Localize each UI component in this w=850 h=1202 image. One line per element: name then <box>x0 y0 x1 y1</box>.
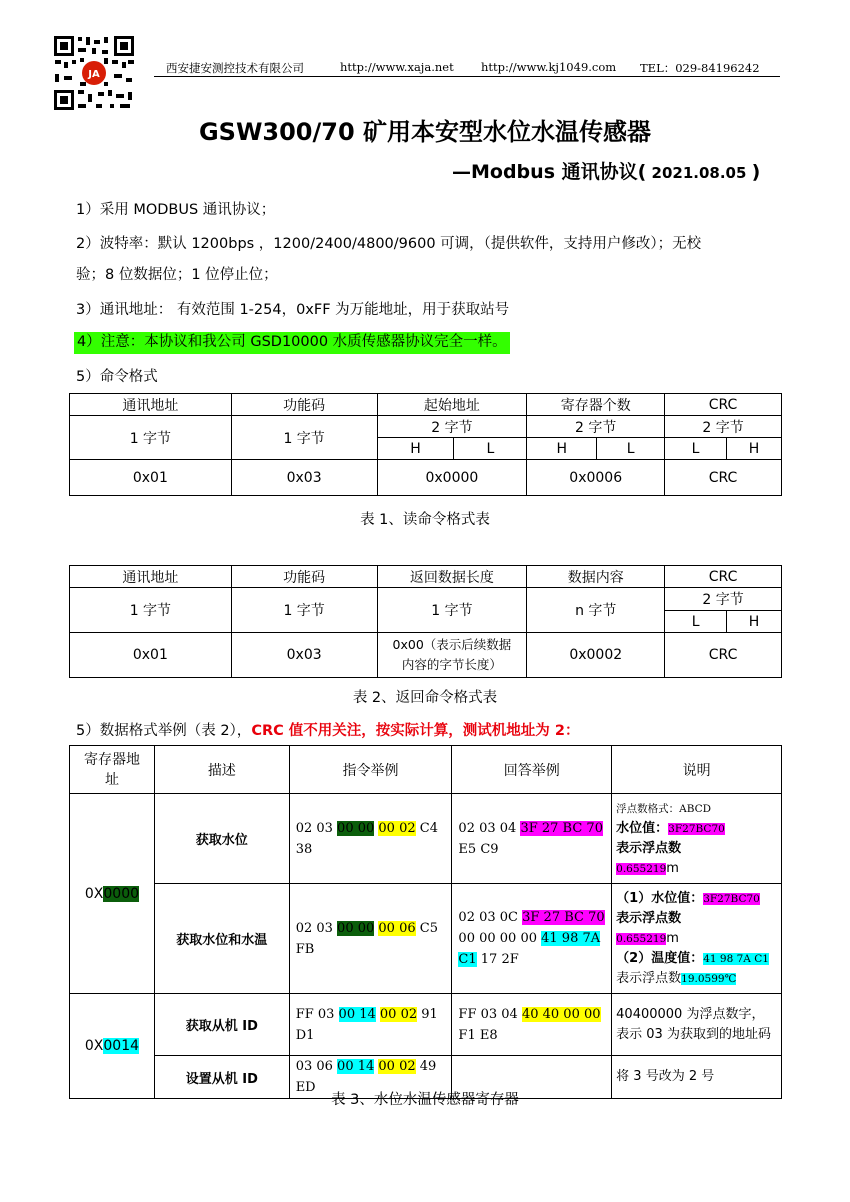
para-5: 5）命令格式 <box>76 369 158 385</box>
value-cell: 0x00（表示后续数据内容的字节长度） <box>377 633 527 678</box>
cmd-example: FF 03 00 14 00 02 91 D1 <box>289 994 452 1056</box>
header-cell: 功能码 <box>231 394 377 416</box>
note-cell: （1）水位值：3F27BC70 表示浮点数 0.655219m （2）温度值：41 98 7A C1 表示浮点数19.0599℃ <box>612 884 782 994</box>
header-cell: 数据内容 <box>527 566 665 588</box>
desc-get-slave-id: 获取从机 ID <box>154 994 289 1056</box>
desc-set-slave-id: 设置从机 ID <box>154 1056 289 1099</box>
lh-cell: H <box>727 611 782 633</box>
hl-cell: L <box>454 438 527 460</box>
value-cell: 0x03 <box>231 460 377 496</box>
hl-cell: H <box>527 438 597 460</box>
header-cell: 起始地址 <box>377 394 527 416</box>
table-2-caption: 表 2、返回命令格式表 <box>352 690 498 706</box>
resp-example: 02 03 04 3F 27 BC 70 E5 C9 <box>452 794 612 884</box>
table-read-command <box>69 393 782 496</box>
header-cell: 寄存器个数 <box>527 394 665 416</box>
value-cell: 0x0006 <box>527 460 665 496</box>
table-return-command <box>69 565 782 678</box>
desc-get-level-temp: 获取水位和水温 <box>154 884 289 994</box>
qr-code-logo <box>52 34 136 112</box>
note-cell: 将 3 号改为 2 号 <box>612 1056 782 1099</box>
header-cell: 通讯地址 <box>70 566 232 588</box>
para-1: 1）采用 MODBUS 通讯协议； <box>76 202 276 218</box>
note-cell: 浮点数格式：ABCD 水位值：3F27BC70 表示浮点数 0.655219m <box>612 794 782 884</box>
header-cell: 功能码 <box>231 566 377 588</box>
lh-cell: L <box>665 611 727 633</box>
register-address-0014: 0X0014 <box>70 994 155 1099</box>
value-cell: 0x01 <box>70 633 232 678</box>
para-3: 3）通讯地址： 有效范围 1-254，0xFF 为万能地址，用于获取站号 <box>76 302 510 318</box>
resp-example: FF 03 04 40 40 00 00 F1 E8 <box>452 994 612 1056</box>
cmd-example: 02 03 00 00 00 06 C5 FB <box>289 884 452 994</box>
value-cell: 0x03 <box>231 633 377 678</box>
resp-example: 02 03 0C 3F 27 BC 70 00 00 00 00 41 98 7A C1 17 2F <box>452 884 612 994</box>
header-url-1[interactable]: http://www.xaja.net <box>340 60 454 74</box>
header-cell: 说明 <box>612 746 782 794</box>
byte-cell: 2 字节 <box>665 416 782 438</box>
header-cell: 描述 <box>154 746 289 794</box>
byte-cell: 1 字节 <box>70 588 232 633</box>
value-cell: CRC <box>665 633 782 678</box>
table-3-caption: 表 3、水位水温传感器寄存器 <box>331 1092 519 1108</box>
table-row <box>70 994 782 1056</box>
header-cell: 回答举例 <box>452 746 612 794</box>
header-company: 西安捷安测控技术有限公司 <box>166 61 304 75</box>
table-row <box>70 884 782 994</box>
header-divider <box>154 76 780 77</box>
logo-text: JA <box>88 69 100 80</box>
table-registers <box>69 745 782 1099</box>
hl-cell: L <box>665 438 727 460</box>
byte-cell: 2 字节 <box>665 588 782 611</box>
page-title: GSW300/70 矿用本安型水位水温传感器 <box>198 118 652 146</box>
register-address-0000: 0X0000 <box>70 794 155 994</box>
byte-cell: 1 字节 <box>377 588 527 633</box>
para-2b: 验；8 位数据位；1 位停止位； <box>76 267 278 283</box>
byte-cell: 2 字节 <box>527 416 665 438</box>
header-url-2[interactable]: http://www.kj1049.com <box>481 60 617 74</box>
byte-cell: n 字节 <box>527 588 665 633</box>
header-cell: 指令举例 <box>289 746 452 794</box>
byte-cell: 2 字节 <box>377 416 527 438</box>
header-cell: CRC <box>665 566 782 588</box>
value-cell: 0x0000 <box>377 460 527 496</box>
hl-cell: H <box>727 438 782 460</box>
byte-cell: 1 字节 <box>231 416 377 460</box>
table-1-caption: 表 1、读命令格式表 <box>360 512 490 528</box>
cmd-example: 02 03 00 00 00 02 C4 38 <box>289 794 452 884</box>
byte-cell: 1 字节 <box>70 416 232 460</box>
value-cell: CRC <box>665 460 782 496</box>
hl-cell: L <box>597 438 665 460</box>
value-cell: 0x0002 <box>527 633 665 678</box>
page-subtitle: —Modbus 通讯协议( 2021.08.05 ) <box>452 161 761 183</box>
header-cell: 寄存器地址 <box>70 746 155 794</box>
para-6: 5）数据格式举例（表 2），CRC 值不用关注，按实际计算，测试机地址为 2： <box>76 723 580 739</box>
hl-cell: H <box>377 438 454 460</box>
cmd-example: 03 06 00 14 00 02 49 ED <box>289 1056 452 1099</box>
desc-get-water-level: 获取水位 <box>154 794 289 884</box>
value-cell: 0x01 <box>70 460 232 496</box>
byte-cell: 1 字节 <box>231 588 377 633</box>
header-cell: CRC <box>665 394 782 416</box>
crc-note: CRC 值不用关注，按实际计算，测试机地址为 2： <box>251 723 580 739</box>
para-4-note: 4）注意：本协议和我公司 GSD10000 水质传感器协议完全一样。 <box>74 329 510 356</box>
title-date: 2021.08.05 <box>646 164 752 182</box>
header-cell: 返回数据长度 <box>377 566 527 588</box>
header-tel: TEL：029-84196242 <box>640 61 760 75</box>
header-cell: 通讯地址 <box>70 394 232 416</box>
para-2a: 2）波特率：默认 1200bps ，1200/2400/4800/9600 可调，（提供软件，支持用户修改）；无校 <box>76 236 702 252</box>
note-cell: 40400000 为浮点数字，表示 03 为获取到的地址码 <box>612 994 782 1056</box>
table-row <box>70 794 782 884</box>
